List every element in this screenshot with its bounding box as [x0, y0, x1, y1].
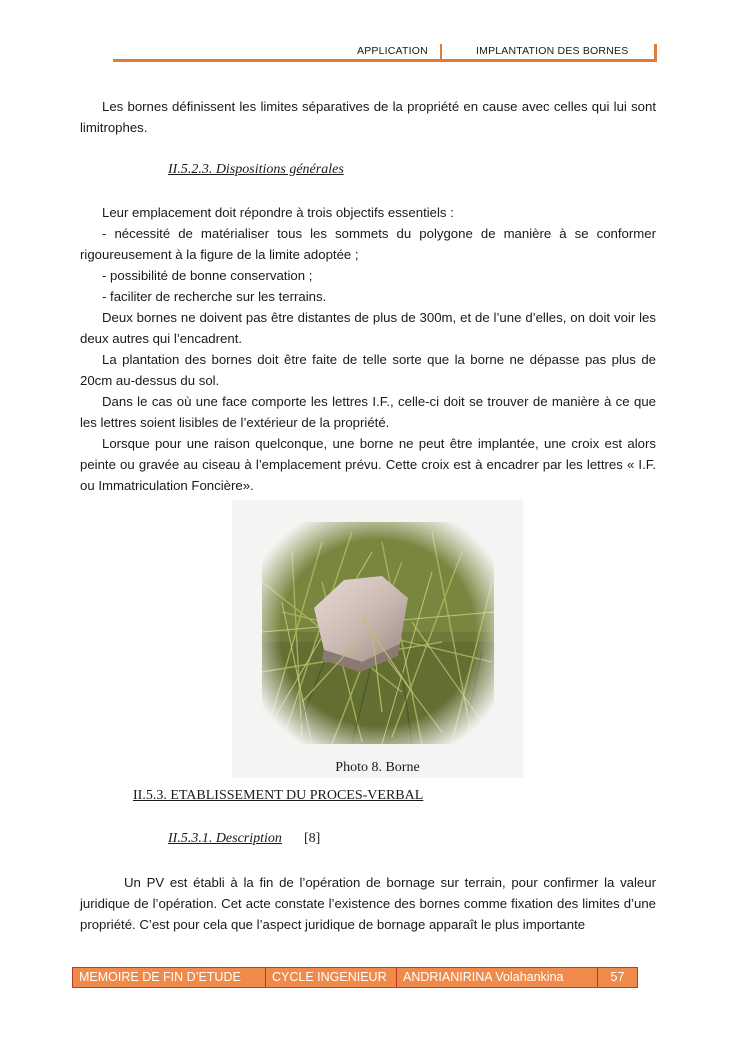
body-paragraph: Dans le cas où une face comporte les lettres I.F., celle-ci doit se trouver de manière à ce que les lettres soient lisibles de l’extérieur de la propriété. — [80, 394, 656, 430]
body-paragraph: Deux bornes ne doivent pas être distantes de plus de 300m, et de l’une d’elles, on doit voir les deux autres qui l’encadrent. — [80, 310, 656, 346]
footer-page-number: 57 — [610, 970, 625, 984]
intro-block — [80, 96, 656, 138]
section-253-title: II.5.3. ETABLISSEMENT DU PROCES-VERBAL — [133, 788, 424, 803]
header-topic-label: IMPLANTATION DES BORNES — [476, 45, 629, 57]
header-separator — [440, 44, 442, 59]
header-section-label: APPLICATION — [357, 45, 428, 57]
footer-cycle: CYCLE INGENIEUR — [266, 968, 397, 987]
intro-paragraph: Les bornes définissent les limites séparatives de la propriété en cause avec celles qui lui sont limitrophes. — [80, 99, 656, 135]
citation-reference: [8] — [304, 831, 321, 846]
body-text — [80, 202, 656, 496]
body-paragraph: - nécessité de matérialiser tous les sommets du polygone de manière à se conformer rigoureusement à la figure de la limite adoptée ; — [80, 226, 656, 262]
body-paragraph: - faciliter de recherche sur les terrains. — [102, 289, 327, 304]
footer-bar — [72, 967, 638, 988]
description-block — [80, 872, 656, 935]
borne-photo — [262, 522, 494, 744]
footer-author: ANDRIANIRINA Volahankina — [397, 968, 598, 987]
section-2531-title: II.5.3.1. Description — [168, 831, 282, 846]
photo-caption: Photo 8. Borne — [335, 760, 420, 775]
body-paragraph: Lorsque pour une raison quelconque, une borne ne peut être implantée, une croix est alors peinte ou gravée au ciseau à l’emplacement prévu. Cette croix est à encadrer par les lettres « I.F. ou Immatriculation Foncière». — [80, 436, 656, 493]
body-paragraph: La plantation des bornes doit être faite de telle sorte que la borne ne dépasse pas plus de 20cm au-dessus du sol. — [80, 352, 656, 388]
header-rule — [113, 59, 657, 62]
description-paragraph: Un PV est établi à la fin de l’opération de bornage sur terrain, pour confirmer la valeur juridique de l’opération. Cet acte constate l’existence des bornes comme fixation des limites d’une propriété. C’est pour cela que l’aspect juridique de bornage apparaît le plus importante — [80, 875, 656, 932]
body-paragraph: Leur emplacement doit répondre à trois objectifs essentiels : — [102, 205, 454, 220]
section-2523-title: II.5.2.3. Dispositions générales — [168, 162, 344, 177]
body-paragraph: - possibilité de bonne conservation ; — [102, 268, 313, 283]
footer-memoire: MEMOIRE DE FIN D’ETUDE — [73, 968, 266, 987]
